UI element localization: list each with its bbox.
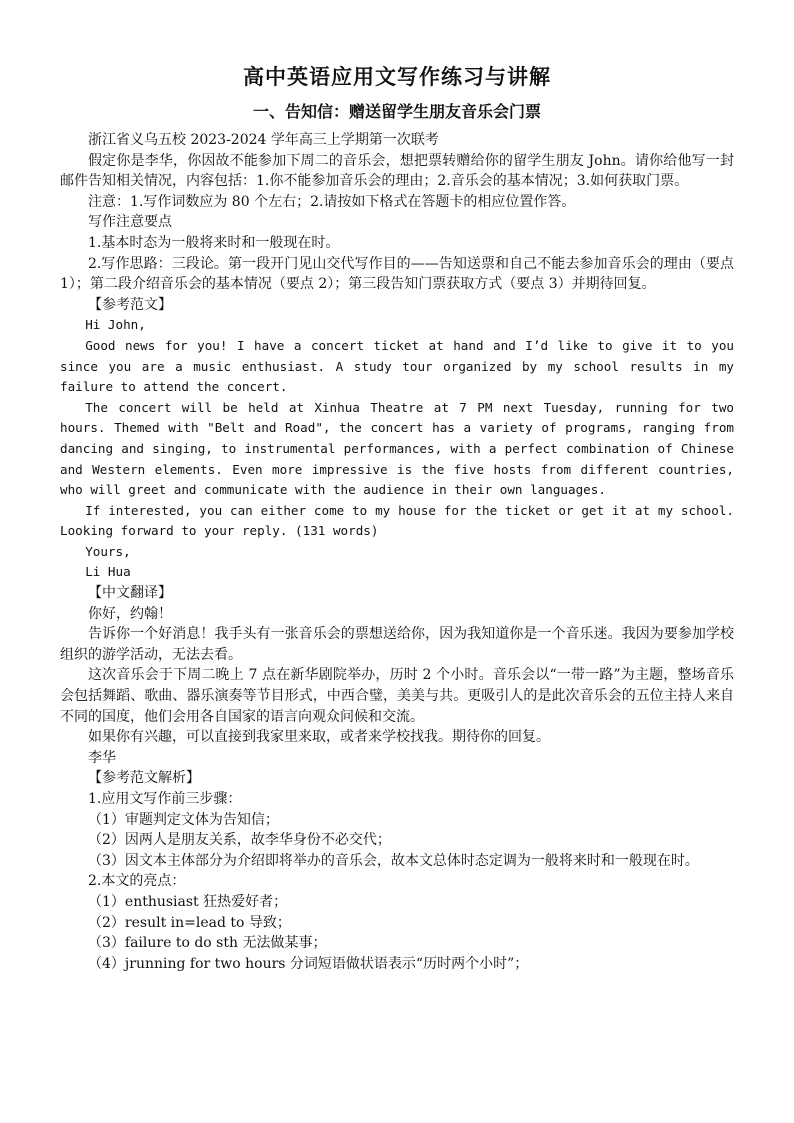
sample-closing: Yours, bbox=[85, 543, 131, 559]
exam-source: 浙江省义乌五校 2023-2024 学年高三上学期第一次联考 bbox=[88, 132, 439, 148]
analysis-highlight-1: （1）enthusiast 狂热爱好者； bbox=[88, 893, 288, 910]
writing-notice: 注意：1.写作词数应为 80 个左右；2.请按如下格式在答题卡的相应位置作答。 bbox=[88, 193, 576, 210]
analysis-steps-heading: 1.应用文写作前三步骤： bbox=[88, 791, 242, 807]
analysis-highlight-3: （3）failure to do sth 无法做某事； bbox=[88, 935, 327, 952]
sample-heading: 【参考范文】 bbox=[88, 296, 172, 313]
tip-structure: 2.写作思路：三段论。第一段开门见山交代写作目的——告知送票和自己不能去参加音乐会的理由（要点 1）；第二段介绍音乐会的基本情况（要点 2）；第三段告知门票获取方式（要点 3）并期待回复。 bbox=[60, 255, 734, 293]
document-title: 高中英语应用文写作练习与讲解 bbox=[243, 65, 551, 89]
translation-paragraph-2: 这次音乐会于下周二晚上 7 点在新华剧院举办，历时 2 个小时。音乐会以“一带一路”为主题，整场音乐会包括舞蹈、歌曲、器乐演奏等节目形式，中西合璧，美美与共。更吸引人的是此次音乐会的五位主持人来自不同的国度，他们会用各自国家的语言向观众问候和交流。 bbox=[60, 667, 734, 725]
sample-paragraph-3: If interested, you can either come to my house for the ticket or get it at my school. Looking forward to your reply. (131 words) bbox=[60, 502, 734, 539]
sample-paragraph-2: The concert will be held at Xinhua Theatre at 7 PM next Tuesday, running for two hours. Themed with "Belt and Road", the concert has a variety of programs, ranging from dancing and singing, to instrumental performances, with a perfect combination of Chinese and Western elements. Even more impressive is the five hosts from different countries, who will greet and communicate with the audience in their own languages. bbox=[60, 399, 734, 498]
translation-signature: 李华 bbox=[88, 749, 116, 766]
translation-heading: 【中文翻译】 bbox=[88, 585, 172, 602]
section-title: 一、告知信：赠送留学生朋友音乐会门票 bbox=[252, 102, 541, 121]
analysis-step-2: （2）因两人是朋友关系，故李华身份不必交代； bbox=[88, 832, 391, 849]
analysis-highlights-heading: 2.本文的亮点： bbox=[88, 873, 186, 890]
writing-prompt: 假定你是李华，你因故不能参加下周二的音乐会，想把票转赠给你的留学生朋友 John。请你给他写一封邮件告知相关情况，内容包括：1.你不能参加音乐会的理由；2.音乐会的基本情况；3.如何获取门票。 bbox=[60, 152, 734, 190]
tip-tense: 1.基本时态为一般将来时和一般现在时。 bbox=[88, 234, 340, 251]
analysis-heading: 【参考范文解析】 bbox=[88, 770, 200, 787]
translation-paragraph-3: 如果你有兴趣，可以直接到我家里来取，或者来学校找我。期待你的回复。 bbox=[88, 729, 550, 746]
translation-greeting: 你好，约翰！ bbox=[88, 605, 172, 622]
sample-paragraph-1: Good news for you! I have a concert ticket at hand and I’d like to give it to you since you are a music enthusiast. A study tour organized by my school results in my failure to attend the concert. bbox=[60, 337, 734, 395]
analysis-highlight-2: （2）result in=lead to 导致； bbox=[88, 914, 291, 931]
tips-heading: 写作注意要点 bbox=[88, 214, 172, 231]
sample-greeting: Hi John, bbox=[85, 317, 146, 333]
translation-paragraph-1: 告诉你一个好消息！我手头有一张音乐会的票想送给你，因为我知道你是一个音乐迷。我因为要参加学校组织的游学活动，无法去看。 bbox=[60, 626, 734, 663]
analysis-highlight-4: （4）jrunning for two hours 分词短语做状语表示“历时两个小时”； bbox=[88, 955, 529, 972]
document-page bbox=[60, 62, 734, 974]
analysis-step-1: （1）审题判定文体为告知信； bbox=[88, 811, 279, 828]
sample-signature: Li Hua bbox=[85, 564, 131, 580]
analysis-step-3: （3）因文本主体部分为介绍即将举办的音乐会，故本文总体时态定调为一般将来时和一般现在时。 bbox=[88, 852, 699, 869]
